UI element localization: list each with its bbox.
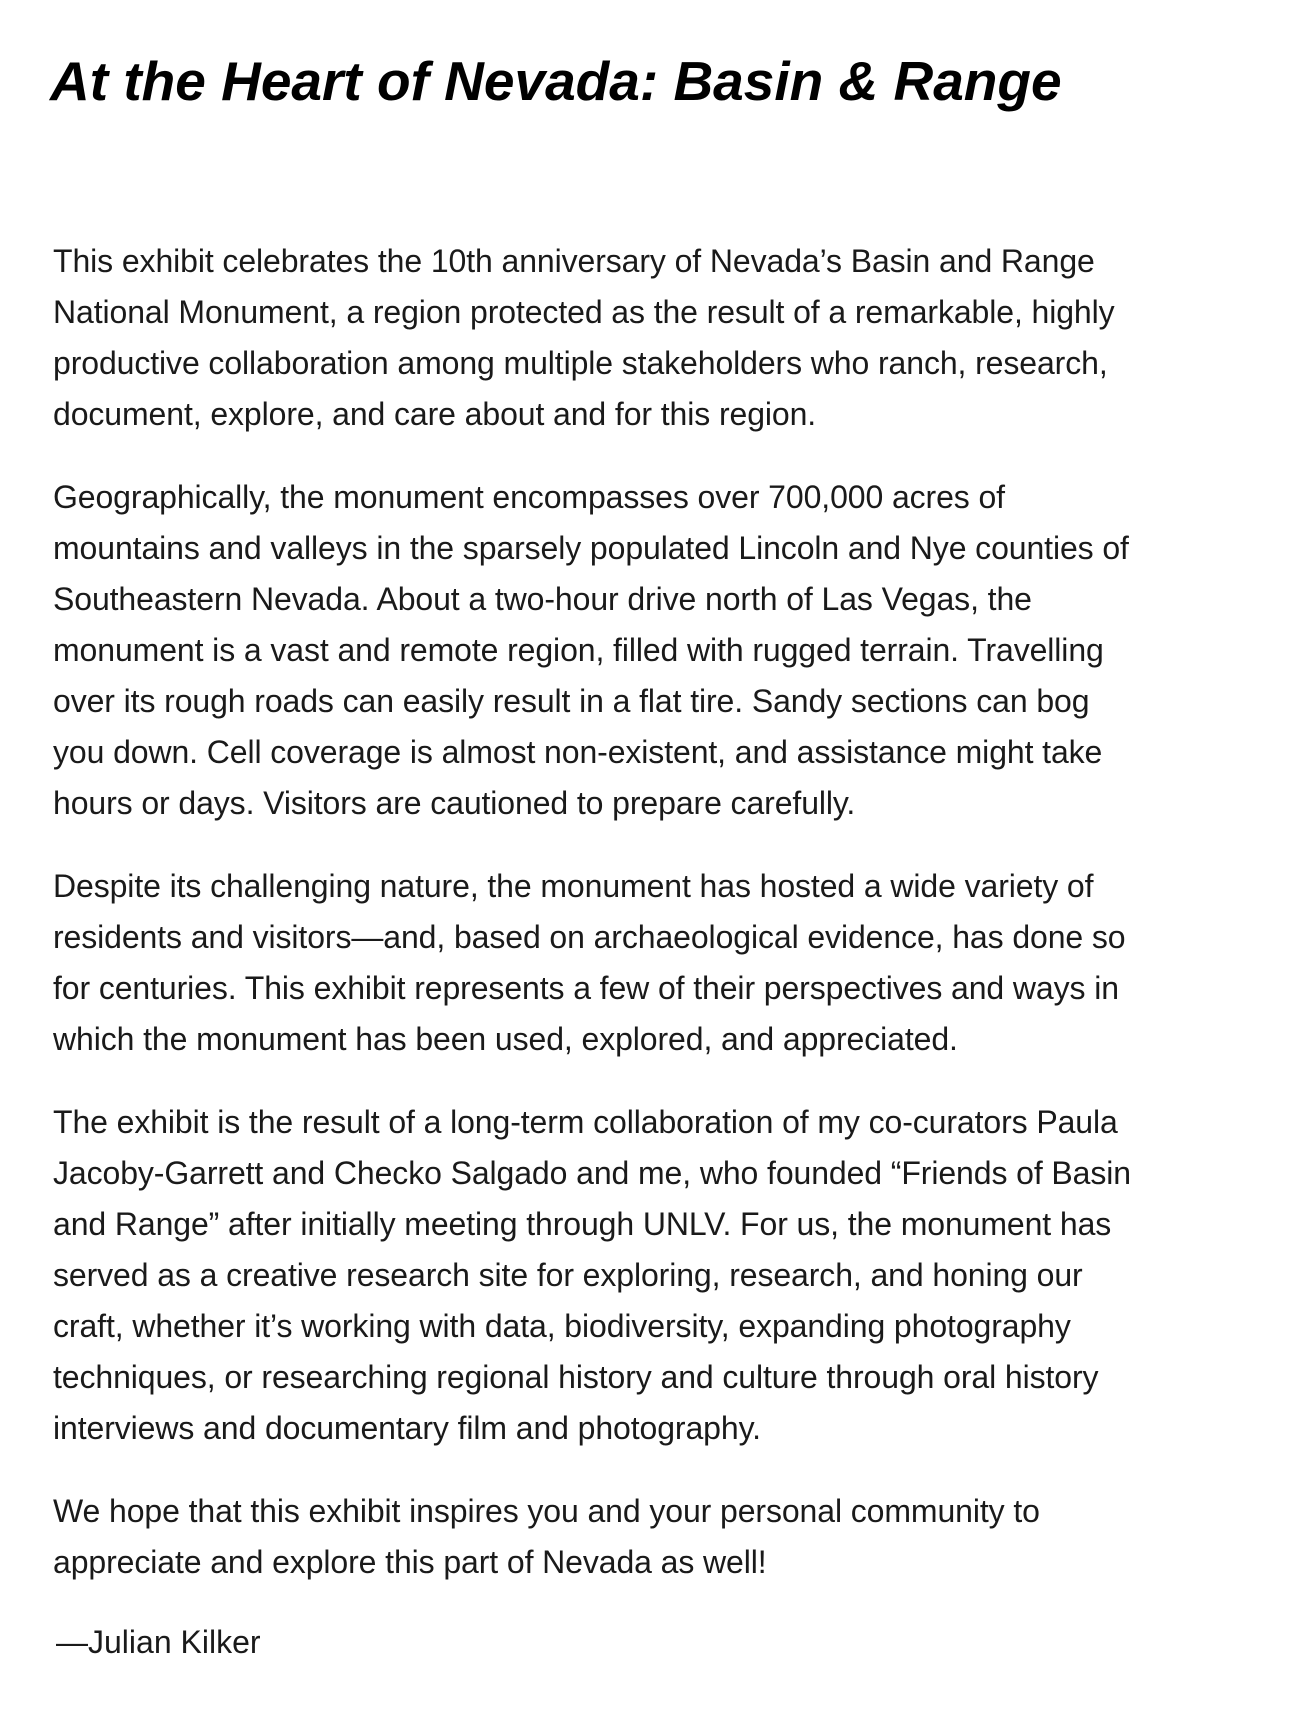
- text-line: mountains and valleys in the sparsely populated Lincoln and Nye counties of: [53, 530, 1129, 566]
- page-title: At the Heart of Nevada: Basin & Range: [50, 50, 1062, 112]
- text-line: document, explore, and care about and for this region.: [53, 396, 817, 432]
- paragraph-history: [53, 861, 1283, 1065]
- author-signature: —Julian Kilker: [56, 1624, 261, 1660]
- paragraph-closing: [53, 1486, 1283, 1588]
- text-line: monument is a vast and remote region, filled with rugged terrain. Travelling: [53, 632, 1104, 668]
- text-line: over its rough roads can easily result in a flat tire. Sandy sections can bog: [53, 683, 1090, 719]
- text-line: The exhibit is the result of a long-term collaboration of my co-curators Paula: [53, 1104, 1118, 1140]
- text-line: productive collaboration among multiple stakeholders who ranch, research,: [53, 345, 1108, 381]
- text-line: Geographically, the monument encompasses over 700,000 acres of: [53, 479, 1005, 515]
- text-line: This exhibit celebrates the 10th anniversary of Nevada’s Basin and Range: [53, 243, 1095, 279]
- text-line: We hope that this exhibit inspires you and your personal community to: [53, 1493, 1040, 1529]
- text-line: which the monument has been used, explored, and appreciated.: [53, 1021, 958, 1057]
- text-line: Despite its challenging nature, the monument has hosted a wide variety of: [53, 868, 1094, 904]
- text-line: techniques, or researching regional history and culture through oral history: [53, 1359, 1099, 1395]
- text-line: Southeastern Nevada. About a two-hour drive north of Las Vegas, the: [53, 581, 1032, 617]
- text-line: for centuries. This exhibit represents a few of their perspectives and ways in: [53, 970, 1119, 1006]
- text-line: you down. Cell coverage is almost non-existent, and assistance might take: [53, 734, 1103, 770]
- text-line: appreciate and explore this part of Nevada as well!: [53, 1544, 767, 1580]
- paragraph-collaboration: [53, 1097, 1283, 1454]
- paragraph-geography: [53, 472, 1283, 829]
- text-line: Jacoby-Garrett and Checko Salgado and me, who founded “Friends of Basin: [53, 1155, 1131, 1191]
- paragraph-intro: [53, 236, 1283, 440]
- body-text: [53, 236, 1283, 1620]
- text-line: and Range” after initially meeting through UNLV. For us, the monument has: [53, 1206, 1112, 1242]
- text-line: craft, whether it’s working with data, biodiversity, expanding photography: [53, 1308, 1071, 1344]
- text-line: served as a creative research site for exploring, research, and honing our: [53, 1257, 1083, 1293]
- text-line: hours or days. Visitors are cautioned to prepare carefully.: [53, 785, 856, 821]
- text-line: interviews and documentary film and photography.: [53, 1410, 761, 1446]
- text-line: residents and visitors—and, based on archaeological evidence, has done so: [53, 919, 1126, 955]
- text-line: National Monument, a region protected as the result of a remarkable, highly: [53, 294, 1115, 330]
